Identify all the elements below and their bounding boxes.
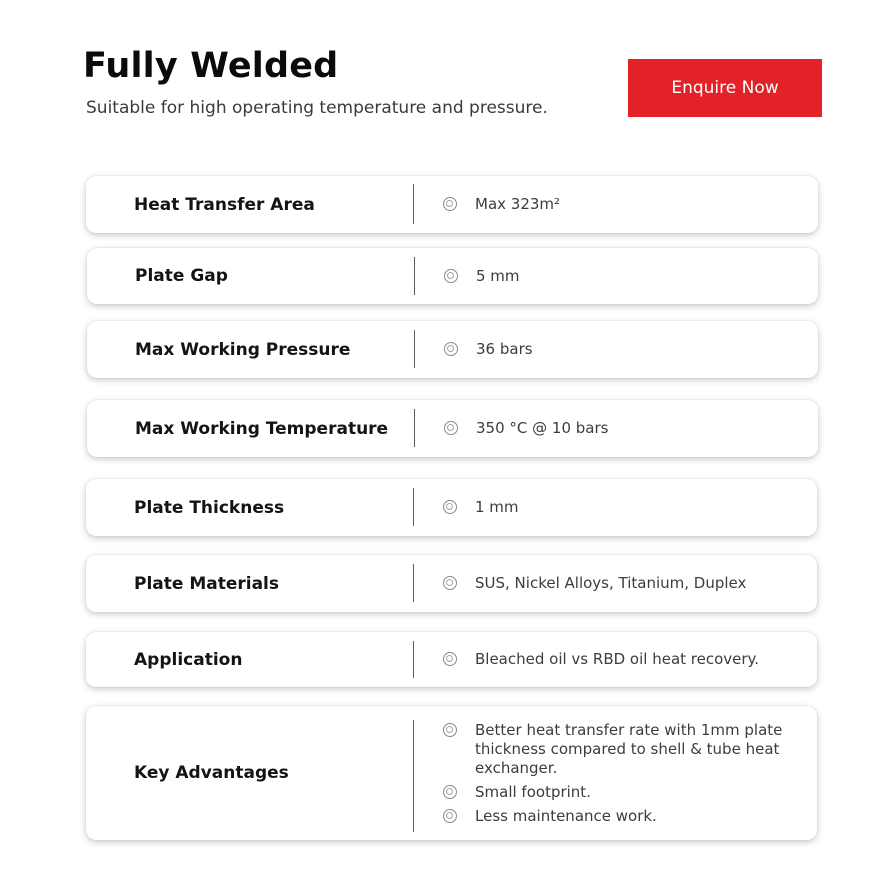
divider <box>413 641 414 678</box>
enquire-now-button[interactable]: Enquire Now <box>628 59 822 117</box>
spec-value: Small footprint. <box>475 782 591 801</box>
circle-bullet-icon <box>443 723 457 737</box>
spec-value: Less maintenance work. <box>475 806 657 825</box>
spec-value-item <box>444 267 798 286</box>
spec-value: 5 mm <box>476 266 520 285</box>
spec-label: Plate Thickness <box>134 497 285 518</box>
spec-row-max-working-pressure <box>87 321 818 378</box>
spec-value: 36 bars <box>476 340 533 358</box>
spec-label: Plate Gap <box>135 266 228 286</box>
spec-row-key-advantages <box>86 706 817 840</box>
spec-values <box>444 321 798 378</box>
spec-value-item <box>443 807 797 826</box>
spec-value-item <box>443 195 798 214</box>
spec-values <box>443 555 797 612</box>
spec-values <box>443 176 798 233</box>
spec-values <box>443 706 797 840</box>
spec-label: Heat Transfer Area <box>134 194 315 215</box>
circle-bullet-icon <box>443 500 457 514</box>
circle-bullet-icon <box>443 197 457 211</box>
spec-value-item <box>443 498 797 517</box>
spec-label: Max Working Temperature <box>135 418 389 439</box>
spec-value-item <box>443 721 797 778</box>
spec-values <box>443 479 797 536</box>
spec-row-max-working-temperature <box>87 400 818 457</box>
spec-label: Application <box>134 649 243 670</box>
spec-value: 350 °C @ 10 bars <box>476 419 609 437</box>
divider <box>414 330 415 368</box>
spec-value: SUS, Nickel Alloys, Titanium, Duplex <box>475 574 747 592</box>
spec-value-item <box>443 783 797 802</box>
spec-value-item <box>444 340 798 359</box>
circle-bullet-icon <box>443 576 457 590</box>
spec-values <box>444 248 798 304</box>
spec-value: Better heat transfer rate with 1mm plate thickness compared to shell & tube heat exchanger. <box>475 720 783 777</box>
divider <box>413 720 414 832</box>
spec-row-plate-gap <box>87 248 818 304</box>
circle-bullet-icon <box>443 809 457 823</box>
spec-value: 1 mm <box>475 498 519 516</box>
spec-row-plate-materials <box>86 555 817 612</box>
spec-value-item <box>443 650 797 669</box>
spec-values <box>443 632 797 687</box>
spec-row-plate-thickness <box>86 479 817 536</box>
divider <box>414 257 415 295</box>
spec-value-item <box>443 574 797 593</box>
circle-bullet-icon <box>444 342 458 356</box>
circle-bullet-icon <box>443 785 457 799</box>
page-title: Fully Welded <box>83 46 339 86</box>
circle-bullet-icon <box>444 421 458 435</box>
divider <box>414 409 415 447</box>
spec-values <box>444 400 798 457</box>
spec-value: Max 323m² <box>475 195 561 213</box>
circle-bullet-icon <box>443 652 457 666</box>
spec-row-application <box>86 632 817 687</box>
spec-value-item <box>444 419 798 438</box>
circle-bullet-icon <box>444 269 458 283</box>
spec-value: Bleached oil vs RBD oil heat recovery. <box>475 650 760 668</box>
spec-label: Plate Materials <box>134 573 280 594</box>
spec-label: Max Working Pressure <box>135 339 351 360</box>
divider <box>413 564 414 602</box>
page-subtitle: Suitable for high operating temperature and pressure. <box>86 98 548 118</box>
spec-label: Key Advantages <box>134 763 289 783</box>
spec-row-heat-transfer-area <box>86 176 818 233</box>
divider <box>413 488 414 526</box>
divider <box>413 184 414 224</box>
